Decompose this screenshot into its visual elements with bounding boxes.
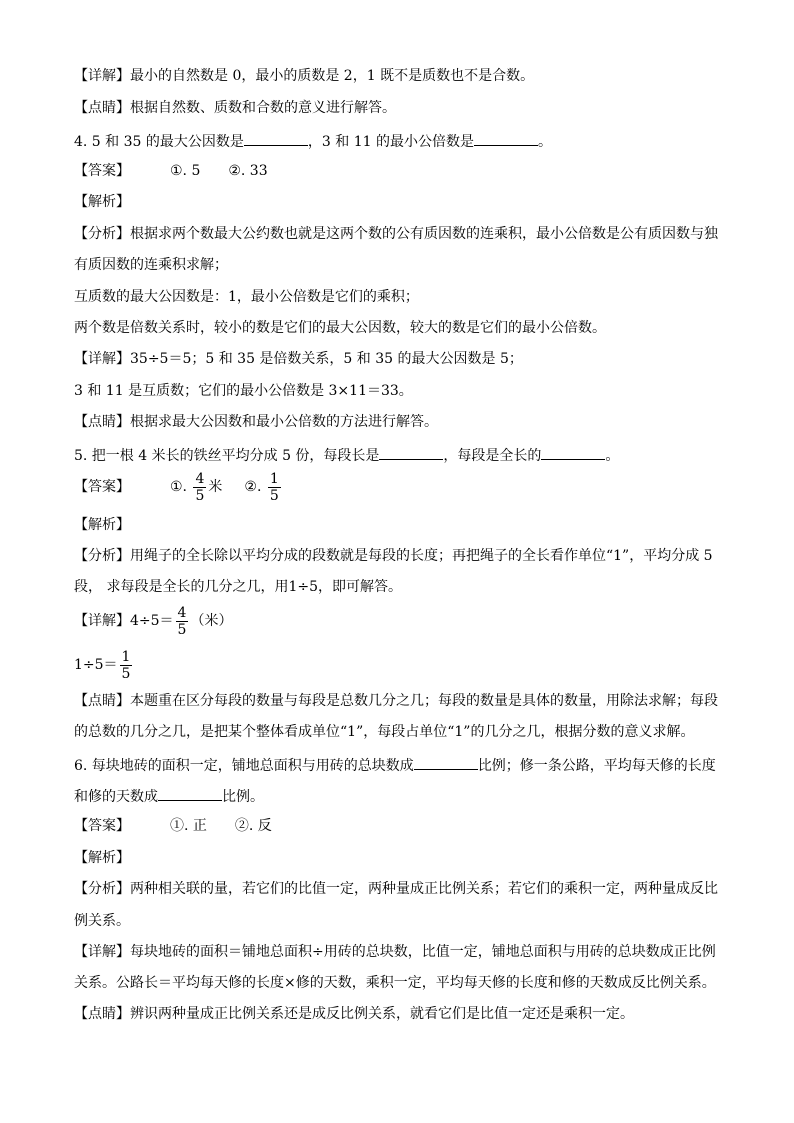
text-line: 互质数的最大公因数是：1，最小公倍数是它们的乘积； <box>74 289 419 305</box>
text: 【详解】4÷5＝ <box>74 613 174 629</box>
question-text: 和修的天数成 <box>74 789 158 805</box>
answer-option-1: ①. 5 <box>170 163 201 179</box>
answer-tag: 【答案】 <box>74 163 130 179</box>
fraction <box>193 471 206 504</box>
text-line: 【详解】最小的自然数是 0，最小的质数是 2，1 既不是质数也不是合数。 <box>74 68 535 84</box>
question-text: 5. 把一根 4 米长的铁丝平均分成 5 份，每段长是 <box>74 448 380 464</box>
question-text: ，3 和 11 的最小公倍数是 <box>307 134 474 150</box>
text-line: 【点睛】本题重在区分每段的数量与每段是总数几分之几；每段的数量是具体的数量，用除法求解；每段 <box>74 693 718 709</box>
question-6 <box>74 755 716 775</box>
text-line: 【点睛】根据自然数、质数和合数的意义进行解答。 <box>74 100 396 116</box>
text-line: 3 和 11 是互质数；它们的最小公倍数是 3×11＝33。 <box>74 383 413 399</box>
answer-blank <box>158 786 222 801</box>
denominator: 5 <box>177 621 187 638</box>
answer-option-1: ①. <box>170 479 188 495</box>
text-line: 【分析】根据求两个数最大公约数也就是这两个数的公有质因数的连乘积，最小公倍数是公有质因数与独 <box>74 226 718 242</box>
answer-5 <box>74 470 283 504</box>
text-line: 有质因数的连乘积求解； <box>74 257 228 273</box>
question-text: 6. 每块地砖的面积一定，铺地总面积与用砖的总块数成 <box>74 758 414 774</box>
numerator: 1 <box>269 470 279 487</box>
answer-6 <box>74 817 272 835</box>
answer-blank <box>474 131 538 146</box>
text-line: 关系。公路长＝平均每天修的长度×修的天数，乘积一定，平均每天修的长度和修的天数成反比例关系。 <box>74 975 716 991</box>
text: （米） <box>190 613 233 629</box>
question-text: 比例；修一条公路，平均每天修的长度 <box>477 758 716 774</box>
text-line: 两个数是倍数关系时，较小的数是它们的最大公因数，较大的数是它们的最小公倍数。 <box>74 320 606 336</box>
text-line: 的总数的几分之几，是把某个整体看成单位“1”，每段占单位“1”的几分之几，根据分数的意义求解。 <box>74 724 695 740</box>
question-text: 。 <box>537 134 552 150</box>
answer-option-2: ②. 反 <box>234 818 272 834</box>
detail-5 <box>74 604 232 638</box>
question-5 <box>74 445 619 465</box>
question-text: 。 <box>605 448 620 464</box>
numerator: 1 <box>121 648 131 665</box>
question-text: 比例。 <box>222 789 264 805</box>
text-line: 【分析】两种相关联的量，若它们的比值一定，两种量成正比例关系；若它们的乘积一定，两种量成反比 <box>74 881 718 897</box>
answer-option-2: ②. <box>244 479 262 495</box>
text-line: 【点睛】辨识两种量成正比例关系还是成反比例关系，就看它们是比值一定还是乘积一定。 <box>74 1006 634 1022</box>
question-text: 4. 5 和 35 的最大公因数是 <box>74 134 244 150</box>
text-line: 【详解】35÷5＝5；5 和 35 是倍数关系，5 和 35 的最大公因数是 5； <box>74 351 523 367</box>
answer-blank <box>244 131 308 146</box>
analysis-tag: 【解析】 <box>74 194 130 210</box>
text: 1÷5＝ <box>74 657 118 673</box>
numerator: 4 <box>177 604 187 621</box>
fraction <box>176 605 189 638</box>
question-6-cont <box>74 786 264 806</box>
fraction <box>120 649 133 682</box>
answer-tag: 【答案】 <box>74 818 130 834</box>
text-line: 【分析】用绳子的全长除以平均分成的段数就是每段的长度；再把绳子的全长看作单位“1”，平均分成 5 <box>74 548 713 564</box>
fraction <box>268 471 281 504</box>
detail-5b <box>74 648 134 682</box>
denominator: 5 <box>195 487 205 504</box>
text-line: 【详解】每块地砖的面积＝铺地总面积÷用砖的总块数，比值一定，铺地总面积与用砖的总块数成正比例 <box>74 944 716 960</box>
answer-blank <box>541 445 605 460</box>
question-4 <box>74 131 552 151</box>
denominator: 5 <box>269 487 279 504</box>
text-line: 【点睛】根据求最大公因数和最小公倍数的方法进行解答。 <box>74 414 438 430</box>
answer-option-2: ②. 33 <box>228 163 268 179</box>
answer-option-1: ①. 正 <box>170 818 207 834</box>
answer-blank <box>379 445 443 460</box>
answer-tag: 【答案】 <box>74 479 130 495</box>
unit: 米 <box>208 479 223 495</box>
answer-4 <box>74 162 268 180</box>
numerator: 4 <box>195 470 205 487</box>
question-text: ，每段是全长的 <box>443 448 542 464</box>
answer-blank <box>414 755 478 770</box>
analysis-tag: 【解析】 <box>74 517 130 533</box>
denominator: 5 <box>121 665 131 682</box>
text-line: 例关系。 <box>74 913 130 929</box>
text-line: 段， 求每段是全长的几分之几，用1÷5，即可解答。 <box>74 579 402 595</box>
analysis-tag: 【解析】 <box>74 850 130 866</box>
